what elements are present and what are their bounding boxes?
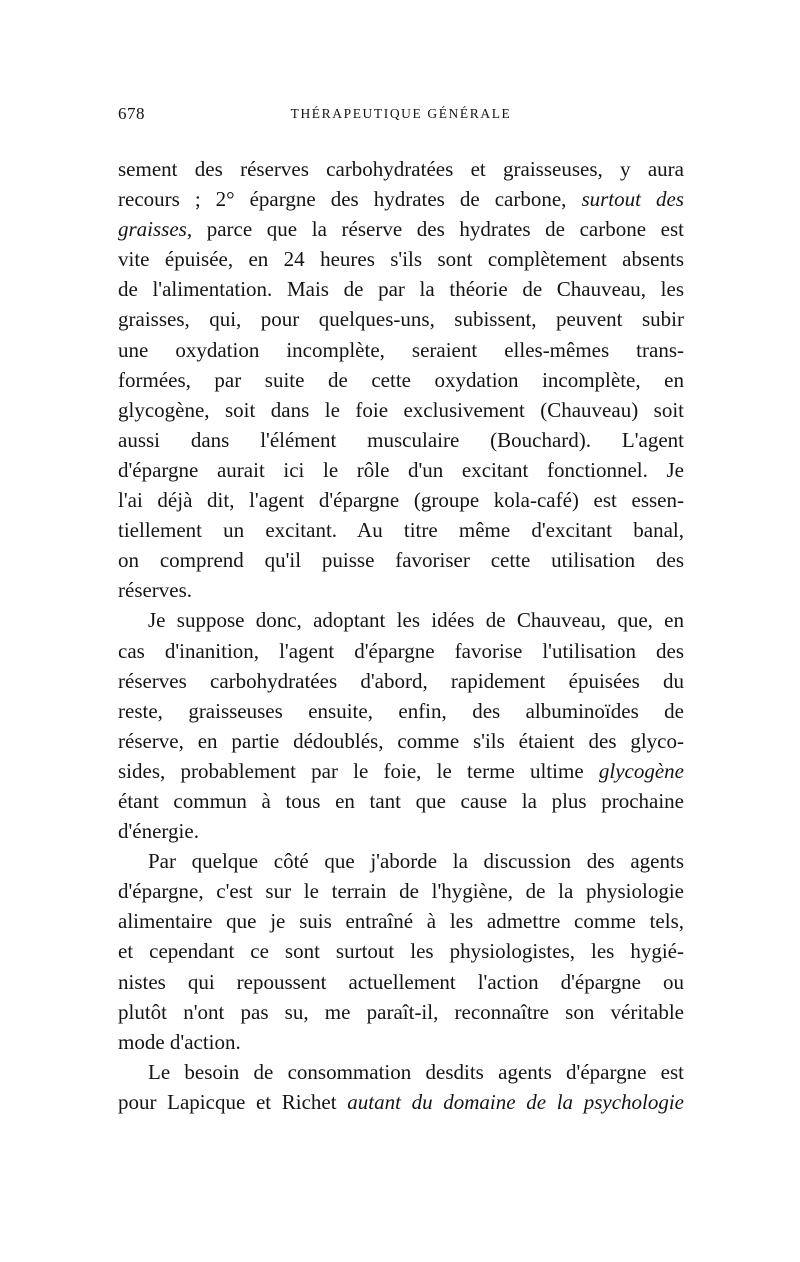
text-run: de l'alimentation. Mais de par la théorie de Chauveau, les: [118, 277, 684, 302]
text-line: [118, 304, 684, 334]
text-line: [118, 335, 684, 365]
italic-text: autant du domaine de la psychologie: [347, 1089, 685, 1114]
text-line: [118, 997, 684, 1027]
text-run: d'épargne, c'est sur le terrain de l'hygiène, de la physiologie: [118, 879, 684, 904]
text-line: [118, 636, 684, 666]
text-run: réserve, en partie dédoublés, comme s'ils étaient des glyco-: [118, 728, 684, 753]
text-line: [118, 666, 684, 696]
text-line: [118, 605, 684, 635]
text-line: [118, 696, 684, 726]
body-text: [118, 154, 684, 1117]
text-line: [118, 455, 684, 485]
text-run: on comprend qu'il puisse favoriser cette utilisation des: [118, 548, 684, 573]
text-run: d'énergie.: [118, 819, 199, 844]
text-line: [118, 967, 684, 997]
text-line: [118, 395, 684, 425]
text-line: [118, 365, 684, 395]
text-run: étant commun à tous en tant que cause la plus prochaine: [118, 788, 684, 813]
text-run: réserves carbohydratées d'abord, rapidement épuisées du: [118, 668, 684, 693]
text-line: [118, 846, 684, 876]
text-line: [118, 876, 684, 906]
text-run: , parce que la réserve des hydrates de carbone est: [186, 217, 684, 242]
text-run: plutôt n'ont pas su, me paraît-il, reconnaître son véritable: [118, 999, 684, 1024]
text-line: [118, 545, 684, 575]
italic-text: graisses: [118, 217, 187, 242]
text-run: formées, par suite de cette oxydation incomplète, en: [118, 367, 684, 392]
text-line: [118, 575, 684, 605]
text-line: [118, 244, 684, 274]
text-line: [118, 425, 684, 455]
text-line: [118, 154, 684, 184]
text-line: [118, 1087, 684, 1117]
text-run: aussi dans l'élément musculaire (Bouchard). L'agent: [118, 427, 684, 452]
text-line: [118, 1027, 684, 1057]
text-line: [118, 1057, 684, 1087]
page-number: 678: [118, 104, 145, 123]
paragraph: [118, 154, 684, 605]
text-run: réserves.: [118, 578, 193, 603]
text-line: [118, 756, 684, 786]
text-line: [118, 816, 684, 846]
text-run: reste, graisseuses ensuite, enfin, des albuminoïdes de: [118, 698, 684, 723]
page-header: [118, 104, 684, 134]
text-run: pour Lapicque et Richet: [118, 1089, 348, 1114]
text-run: l'ai déjà dit, l'agent d'épargne (groupe kola-café) est essen-: [118, 488, 684, 513]
text-line: [118, 906, 684, 936]
paragraph: [118, 1057, 684, 1117]
text-run: graisses, qui, pour quelques-uns, subissent, peuvent subir: [118, 307, 684, 332]
text-run: recours ; 2° épargne des hydrates de carbone,: [118, 187, 582, 212]
text-run: Le besoin de consommation desdits agents d'épargne est: [148, 1059, 684, 1084]
text-line: [118, 214, 684, 244]
text-run: cas d'inanition, l'agent d'épargne favorise l'utilisation des: [118, 638, 684, 663]
paragraph: [118, 605, 684, 846]
text-run: une oxydation incomplète, seraient elles-mêmes trans-: [118, 337, 684, 362]
italic-text: glycogène: [598, 758, 684, 783]
text-run: et cependant ce sont surtout les physiologistes, les hygié-: [118, 939, 684, 964]
text-run: sides, probablement par le foie, le terme ultime: [118, 758, 599, 783]
text-run: vite épuisée, en 24 heures s'ils sont complètement absents: [118, 247, 684, 272]
text-run: alimentaire que je suis entraîné à les admettre comme tels,: [118, 909, 684, 934]
text-line: [118, 184, 684, 214]
text-run: tiellement un excitant. Au titre même d'excitant banal,: [118, 518, 684, 543]
italic-text: surtout des: [581, 187, 684, 212]
text-line: [118, 936, 684, 966]
text-line: [118, 485, 684, 515]
paragraph: [118, 846, 684, 1057]
text-run: Par quelque côté que j'aborde la discussion des agents: [148, 849, 684, 874]
text-line: [118, 726, 684, 756]
text-run: glycogène, soit dans le foie exclusivement (Chauveau) soit: [118, 397, 684, 422]
text-line: [118, 274, 684, 304]
text-run: Je suppose donc, adoptant les idées de Chauveau, que, en: [148, 608, 684, 633]
running-title: THÉRAPEUTIQUE GÉNÉRALE: [290, 106, 512, 121]
text-line: [118, 515, 684, 545]
text-run: d'épargne aurait ici le rôle d'un excitant fonctionnel. Je: [118, 457, 684, 482]
text-run: nistes qui repoussent actuellement l'action d'épargne ou: [118, 969, 684, 994]
text-line: [118, 786, 684, 816]
book-page: [118, 104, 684, 1117]
text-run: sement des réserves carbohydratées et graisseuses, y aura: [118, 157, 684, 181]
text-run: mode d'action.: [118, 1029, 241, 1054]
